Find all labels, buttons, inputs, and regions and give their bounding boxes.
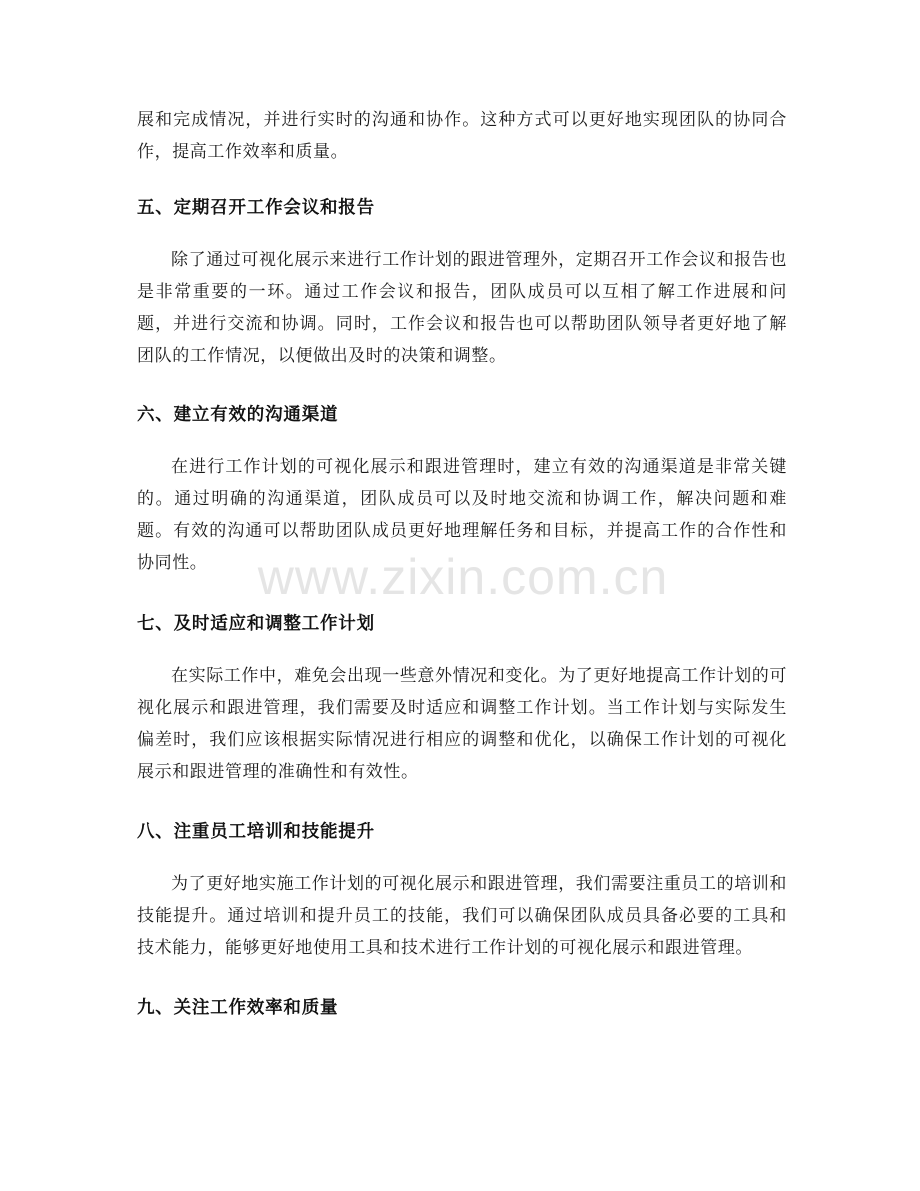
section-7 [137,612,787,788]
section-5 [137,196,787,372]
section-heading: 五、定期召开工作会议和报告 [137,198,375,218]
section-paragraph: 在进行工作计划的可视化展示和跟进管理时，建立有效的沟通渠道是非常关键的。通过明确的沟通渠道，团队成员可以及时地交流和协调工作，解决问题和难题。有效的沟通可以帮助团队成员更好地理解任务和目标，并提高工作的合作性和协同性。 [137,457,787,573]
section-8 [137,820,787,964]
section-heading: 六、建立有效的沟通渠道 [137,405,339,425]
section-paragraph: 在实际工作中，难免会出现一些意外情况和变化。为了更好地提高工作计划的可视化展示和跟进管理，我们需要及时适应和调整工作计划。当工作计划与实际发生偏差时，我们应该根据实际情况进行相应的调整和优化，以确保工作计划的可视化展示和跟进管理的准确性和有效性。 [137,666,787,782]
section-heading: 八、注重员工培训和技能提升 [137,822,375,842]
section-heading: 九、关注工作效率和质量 [137,998,339,1018]
section-paragraph: 除了通过可视化展示来进行工作计划的跟进管理外，定期召开工作会议和报告也是非常重要的一环。通过工作会议和报告，团队成员可以互相了解工作进展和问题，并进行交流和协调。同时，工作会议和报告也可以帮助团队领导者更好地了解团队的工作情况，以便做出及时的决策和调整。 [137,250,787,366]
section-6 [137,403,787,579]
section-paragraph: 为了更好地实施工作计划的可视化展示和跟进管理，我们需要注重员工的培训和技能提升。通过培训和提升员工的技能，我们可以确保团队成员具备必要的工具和技术能力，能够更好地使用工具和技术进行工作计划的可视化展示和跟进管理。 [137,874,787,958]
watermark: www.zixin.com.cn [257,549,669,605]
continuation-paragraph: 展和完成情况，并进行实时的沟通和协作。这种方式可以更好地实现团队的协同合作，提高工作效率和质量。 [137,110,787,162]
section-9 [137,996,787,1020]
section-heading: 七、及时适应和调整工作计划 [137,614,375,634]
